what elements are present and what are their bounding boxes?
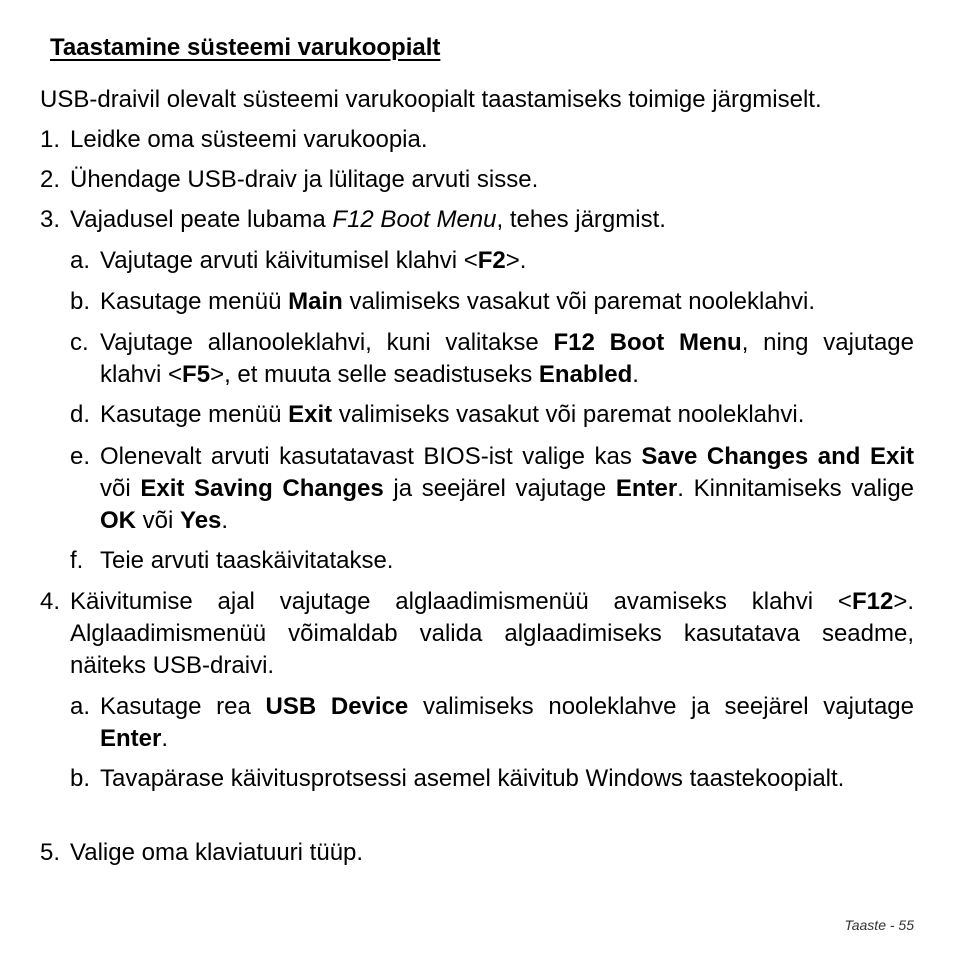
step-4 xyxy=(40,586,914,682)
substep-marker: d. xyxy=(70,401,91,428)
menu-exit: Exit xyxy=(288,401,333,428)
step-1 xyxy=(40,124,914,156)
step-5 xyxy=(40,837,914,869)
substep-text: Tavapärase käivitusprotsessi asemel käivitub Windows taastekoopialt. xyxy=(100,765,845,792)
step-marker: 1. xyxy=(40,126,61,153)
substep-marker: a. xyxy=(70,247,91,274)
substep-4a xyxy=(70,691,914,755)
step-marker: 4. xyxy=(40,588,61,615)
step-text: Vajadusel peate lubama F12 Boot Menu, tehes järgmist. xyxy=(70,206,666,233)
step-text: Valige oma klaviatuuri tüüp. xyxy=(70,839,364,866)
substep-3a xyxy=(70,245,914,277)
substep-text: Vajutage arvuti käivitumisel klahvi <F2>. xyxy=(100,247,527,274)
step-2 xyxy=(40,164,914,196)
substep-text: Teie arvuti taaskäivitatakse. xyxy=(100,547,394,574)
boot-menu-term: F12 Boot Menu xyxy=(332,206,497,233)
step-marker: 3. xyxy=(40,206,61,233)
step-text: Ühendage USB-draiv ja lülitage arvuti sisse. xyxy=(70,166,539,193)
substep-marker: b. xyxy=(70,765,91,792)
substep-text: Vajutage allanooleklahvi, kuni valitakse F12 Boot Menu, ning vajutage klahvi <F5>, et muuta selle seadistuseks Enabled. xyxy=(100,329,914,388)
substep-marker: f. xyxy=(70,547,84,574)
value-enabled: Enabled xyxy=(538,361,633,388)
substep-text: Kasutage menüü Main valimiseks vasakut või paremat nooleklahvi. xyxy=(100,288,816,315)
page-footer: Taaste - 55 xyxy=(844,917,914,933)
step-marker: 2. xyxy=(40,166,61,193)
key-enter: Enter xyxy=(100,725,162,752)
substep-3c xyxy=(70,327,914,391)
option-exit-saving-changes: Exit Saving Changes xyxy=(140,475,384,502)
substep-text: Kasutage menüü Exit valimiseks vasakut või paremat nooleklahvi. xyxy=(100,401,805,428)
substep-3d xyxy=(70,399,914,431)
step-3 xyxy=(40,204,914,236)
key-enter: Enter xyxy=(615,475,678,502)
substep-text: Kasutage rea USB Device valimiseks nooleklahve ja seejärel vajutage Enter. xyxy=(100,693,914,752)
substep-3b xyxy=(70,286,914,318)
option-save-changes-exit: Save Changes and Exit xyxy=(641,443,914,470)
menu-main: Main xyxy=(288,288,343,315)
substep-3f xyxy=(70,545,914,577)
substep-marker: b. xyxy=(70,288,91,315)
option-ok: OK xyxy=(100,507,136,534)
step-marker: 5. xyxy=(40,839,61,866)
option-usb-device: USB Device xyxy=(265,693,409,720)
section-heading: Taastamine süsteemi varukoopialt xyxy=(50,34,441,61)
substep-4b xyxy=(70,763,914,795)
intro-paragraph: USB-draivil olevalt süsteemi varukoopialt taastamiseks toimige järgmiselt. xyxy=(40,86,822,113)
substep-marker: e. xyxy=(70,443,91,470)
key-f12: F12 xyxy=(851,588,894,615)
key-f2: F2 xyxy=(477,247,506,274)
step-text: Leidke oma süsteemi varukoopia. xyxy=(70,126,428,153)
option-yes: Yes xyxy=(180,507,222,534)
substep-marker: a. xyxy=(70,693,91,720)
key-f5: F5 xyxy=(182,361,211,388)
step-text: Käivitumise ajal vajutage alglaadimismenüü avamiseks klahvi <F12>. Alglaadimismenüü võimaldab valida alglaadimiseks kasutatava seadme, näiteks USB-draivi. xyxy=(70,588,914,679)
substep-marker: c. xyxy=(70,329,89,356)
substep-text: Olenevalt arvuti kasutatavast BIOS-ist valige kas Save Changes and Exit või Exit Saving Changes ja seejärel vajutage Enter. Kinnitamiseks valige OK või Yes. xyxy=(100,443,915,534)
boot-menu-term: F12 Boot Menu xyxy=(553,329,742,356)
substep-3e xyxy=(70,441,914,537)
